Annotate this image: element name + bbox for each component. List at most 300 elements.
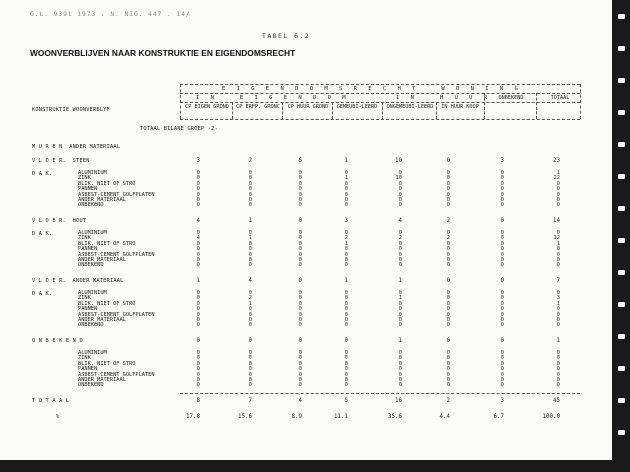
dak-cell: 0 xyxy=(500,246,504,253)
header-group-in-eigendom: I N E I G E N D O M xyxy=(196,95,350,101)
vloer-label: V L O E R. STEEN xyxy=(32,158,90,164)
dak-cell: 0 xyxy=(298,197,302,203)
dak-cell: 2 xyxy=(446,235,450,242)
dak-cell: 0 xyxy=(298,317,302,323)
dak-cell: 0 xyxy=(500,290,504,296)
dak-cell: 0 xyxy=(556,230,560,236)
dak-cell: 0 xyxy=(248,202,252,209)
dak-cell: 0 xyxy=(556,382,560,389)
dak-cell: 0 xyxy=(446,360,450,367)
dak-cell: 0 xyxy=(500,230,504,236)
roof-item-label: PANNEN xyxy=(78,306,98,313)
dak-cell: 0 xyxy=(196,197,200,203)
col-sep-2 xyxy=(282,102,283,119)
vloer-cell: 0 xyxy=(500,218,504,224)
dak-cell: 0 xyxy=(248,170,252,176)
roof-item-label: ONBEKEND xyxy=(78,202,104,209)
dak-cell: 0 xyxy=(196,180,200,187)
vloer-cell: 6 xyxy=(298,158,302,164)
dak-cell: 0 xyxy=(446,290,450,296)
totaal-cell: 8 xyxy=(196,398,200,404)
dak-cell: 0 xyxy=(398,240,402,247)
dak-cell: 0 xyxy=(446,170,450,176)
table-number: TABEL 6.2 xyxy=(262,32,311,40)
vloer-cell: 7 xyxy=(556,278,560,284)
dak-cell: 0 xyxy=(344,230,348,236)
dak-cell: 0 xyxy=(298,371,302,378)
roof-item-label: BLIK, NIET OF STRO xyxy=(78,300,136,307)
vloer-cell: 1 xyxy=(248,218,252,224)
dak-cell: 3 xyxy=(556,295,560,302)
dak-cell: 0 xyxy=(248,191,252,198)
col-sep-3 xyxy=(332,102,333,119)
dak-cell: 0 xyxy=(298,170,302,176)
dak-cell: 0 xyxy=(196,175,200,182)
dak-cell: 0 xyxy=(500,360,504,367)
roof-item-label: PANNEN xyxy=(78,366,98,373)
vloer-label: O N B E K E N D xyxy=(32,338,83,344)
col-cp-huur-grond: CP HUUR GROND xyxy=(287,104,329,110)
dak-cell: 0 xyxy=(446,230,450,236)
vloer-cell: 0 xyxy=(446,278,450,284)
dak-cell: 0 xyxy=(398,377,402,383)
dak-cell: 0 xyxy=(344,366,348,373)
dak-cell: 0 xyxy=(398,366,402,373)
dak-cell: 0 xyxy=(196,382,200,389)
dak-cell: 0 xyxy=(248,377,252,383)
dak-cell: 0 xyxy=(446,251,450,258)
totaal-cell: 16 xyxy=(395,398,402,404)
dak-cell: 0 xyxy=(196,170,200,176)
vloer-cell: 1 xyxy=(556,338,560,344)
dak-cell: 0 xyxy=(446,355,450,362)
col-gemeubileerd: GEMEUBI-LEERD xyxy=(336,104,378,110)
dak-cell: 0 xyxy=(298,355,302,362)
header-rule-top xyxy=(180,84,580,85)
dak-cell: 0 xyxy=(446,382,450,389)
dak-cell: 0 xyxy=(446,191,450,198)
dak-cell: 0 xyxy=(500,262,504,269)
vloer-cell: 0 xyxy=(298,278,302,284)
dak-cell: 0 xyxy=(344,262,348,269)
dak-cell: 0 xyxy=(298,262,302,269)
vloer-cell: 0 xyxy=(500,338,504,344)
header-group-in-huur: I N H U U R xyxy=(396,95,492,101)
roof-item-label: PANNEN xyxy=(78,186,98,193)
roof-item-label: BLIK, NIET OF STRO xyxy=(78,360,136,367)
dak-cell: 0 xyxy=(398,180,402,187)
dak-cell: 0 xyxy=(196,290,200,296)
dak-label: D A K. xyxy=(32,231,53,237)
dak-cell: 0 xyxy=(556,246,560,253)
dak-cell: 0 xyxy=(398,322,402,329)
film-perforation xyxy=(618,238,625,243)
dak-cell: 0 xyxy=(196,230,200,236)
vloer-cell: 0 xyxy=(196,338,200,344)
dak-cell: 0 xyxy=(196,295,200,302)
dak-cell: 0 xyxy=(344,290,348,296)
dak-cell: 0 xyxy=(248,322,252,329)
dak-cell: 0 xyxy=(500,186,504,193)
percent-cell: 11.1 xyxy=(334,414,348,420)
dak-cell: 0 xyxy=(196,350,200,356)
dak-cell: 0 xyxy=(500,377,504,383)
roof-item-label: ANDER MATERIAAL xyxy=(78,317,126,323)
vloer-cell: 4 xyxy=(196,218,200,224)
dak-cell: 0 xyxy=(344,170,348,176)
film-perforation xyxy=(618,110,625,115)
dak-cell: 0 xyxy=(344,306,348,313)
dak-cell: 0 xyxy=(196,306,200,313)
dak-cell: 0 xyxy=(248,175,252,182)
film-perforation xyxy=(618,46,625,51)
percent-cell: 15.6 xyxy=(238,414,252,420)
dak-cell: 0 xyxy=(556,290,560,296)
dak-cell: 0 xyxy=(248,251,252,258)
percent-label: % xyxy=(56,414,60,420)
roof-item-label: PANNEN xyxy=(78,246,98,253)
dak-cell: 0 xyxy=(196,366,200,373)
dak-cell: 0 xyxy=(248,382,252,389)
dak-cell: 0 xyxy=(298,251,302,258)
vloer-cell: 3 xyxy=(344,218,348,224)
totaal-cell: 45 xyxy=(553,398,560,404)
dak-cell: 0 xyxy=(500,257,504,263)
vloer-cell: 0 xyxy=(446,338,450,344)
film-perforation xyxy=(618,14,625,19)
col-sep-6 xyxy=(484,93,485,119)
header-totaal: TOTAAL xyxy=(550,95,570,101)
header-rule-2 xyxy=(180,93,580,94)
dak-cell: 0 xyxy=(298,360,302,367)
vloer-cell: 1 xyxy=(196,278,200,284)
dak-cell: 2 xyxy=(398,235,402,242)
vloer-cell: 3 xyxy=(500,158,504,164)
dak-cell: 0 xyxy=(344,355,348,362)
dak-cell: 0 xyxy=(248,371,252,378)
roof-item-label: ASBEST-CEMENT GOLFPLATEN xyxy=(78,191,155,198)
dak-cell: 0 xyxy=(248,230,252,236)
vloer-cell: 0 xyxy=(298,338,302,344)
dak-cell: 0 xyxy=(446,240,450,247)
document-reference: G.L. 9391 1973 . N. NIG. 447 . 14/ xyxy=(30,11,191,18)
roof-item-label: ONBEKEND xyxy=(78,262,104,269)
film-perforation xyxy=(618,302,625,307)
dak-cell: 0 xyxy=(248,246,252,253)
dak-cell: 0 xyxy=(344,322,348,329)
vloer-cell: 1 xyxy=(344,158,348,164)
dak-cell: 0 xyxy=(344,257,348,263)
dak-cell: 0 xyxy=(398,300,402,307)
dak-cell: 0 xyxy=(500,170,504,176)
vloer-cell: 1 xyxy=(398,338,402,344)
roof-item-label: ZINK xyxy=(78,355,91,362)
percent-cell: 4.4 xyxy=(439,414,450,420)
dak-cell: 0 xyxy=(298,240,302,247)
dak-label: D A K. xyxy=(32,291,53,297)
dak-cell: 0 xyxy=(556,377,560,383)
dak-cell: 0 xyxy=(398,197,402,203)
vloer-cell: 0 xyxy=(248,338,252,344)
totaal-cell: 7 xyxy=(248,398,252,404)
dak-cell: 0 xyxy=(556,257,560,263)
dak-cell: 0 xyxy=(298,377,302,383)
dak-cell: 0 xyxy=(298,366,302,373)
dak-cell: 0 xyxy=(248,355,252,362)
dak-cell: 0 xyxy=(556,306,560,313)
dak-cell: 0 xyxy=(248,186,252,193)
dak-cell: 0 xyxy=(446,371,450,378)
dak-cell: 0 xyxy=(556,350,560,356)
dak-cell: 0 xyxy=(248,262,252,269)
roof-item-label: ONBEKEND xyxy=(78,322,104,329)
dak-cell: 0 xyxy=(446,350,450,356)
dak-cell: 0 xyxy=(248,257,252,263)
dak-cell: 0 xyxy=(248,317,252,323)
dak-cell: 0 xyxy=(398,290,402,296)
dak-cell: 0 xyxy=(196,246,200,253)
dak-cell: 0 xyxy=(446,300,450,307)
row-header: KONSTRUKTIE WOONVERBLYF xyxy=(32,107,110,113)
vloer-cell: 1 xyxy=(344,278,348,284)
dak-cell: 0 xyxy=(196,371,200,378)
header-group-eigendomsrecht: E I G E N D O M S R E C H T W O N I N G xyxy=(222,86,522,92)
dak-cell: 0 xyxy=(344,371,348,378)
dak-cell: 0 xyxy=(196,311,200,318)
dak-cell: 0 xyxy=(248,360,252,367)
vloer-label: V L O E R. HOUT xyxy=(32,218,87,224)
roof-item-label: ANDER MATERIAAL xyxy=(78,377,126,383)
dak-cell: 0 xyxy=(398,170,402,176)
dak-cell: 1 xyxy=(556,300,560,307)
vloer-cell: 0 xyxy=(344,338,348,344)
header-rule-bottom xyxy=(180,119,580,120)
dak-cell: 0 xyxy=(556,355,560,362)
roof-item-label: ZINK xyxy=(78,175,91,182)
dak-cell: 0 xyxy=(556,186,560,193)
dak-cell: 0 xyxy=(398,306,402,313)
roof-item-label: ALUMINIUM xyxy=(78,170,107,176)
roof-item-label: ONBEKEND xyxy=(78,382,104,389)
dak-cell: 2 xyxy=(344,235,348,242)
dak-cell: 0 xyxy=(196,251,200,258)
muren-label: M U R E N ANDER MATERIAAL xyxy=(32,144,121,150)
vloer-cell: 1 xyxy=(398,278,402,284)
dak-cell: 0 xyxy=(344,191,348,198)
film-perforation xyxy=(618,334,625,339)
percent-cell: 17.8 xyxy=(186,414,200,420)
dak-cell: 22 xyxy=(553,175,560,182)
dak-cell: 0 xyxy=(298,186,302,193)
dak-cell: 0 xyxy=(398,186,402,193)
dak-cell: 0 xyxy=(344,197,348,203)
vloer-label: V L O E R. ANDER MATERIAAL xyxy=(32,278,124,284)
dak-cell: 0 xyxy=(500,355,504,362)
roof-item-label: ANDER MATERIAAL xyxy=(78,197,126,203)
vloer-cell: 3 xyxy=(196,158,200,164)
vloer-cell: 23 xyxy=(553,158,560,164)
dak-cell: 0 xyxy=(398,317,402,323)
dak-cell: 0 xyxy=(344,186,348,193)
dak-cell: 0 xyxy=(298,322,302,329)
dak-cell: 0 xyxy=(446,246,450,253)
dak-cell: 0 xyxy=(196,186,200,193)
dak-cell: 0 xyxy=(248,350,252,356)
col-sep-4 xyxy=(382,102,383,119)
dak-cell: 0 xyxy=(298,180,302,187)
dak-cell: 1 xyxy=(556,170,560,176)
dak-cell: 0 xyxy=(500,197,504,203)
dak-cell: 0 xyxy=(398,311,402,318)
vloer-cell: 0 xyxy=(500,278,504,284)
dak-cell: 0 xyxy=(298,202,302,209)
dak-cell: 0 xyxy=(298,382,302,389)
dak-cell: 0 xyxy=(248,306,252,313)
percent-cell: 35.6 xyxy=(388,414,402,420)
header-onbekend: ONBEKEND xyxy=(498,95,524,101)
dak-cell: 0 xyxy=(446,197,450,203)
roof-item-label: ZINK xyxy=(78,235,91,242)
dak-cell: 0 xyxy=(446,186,450,193)
dak-cell: 0 xyxy=(398,355,402,362)
dak-cell: 0 xyxy=(500,180,504,187)
dak-cell: 0 xyxy=(500,251,504,258)
dak-cell: 0 xyxy=(500,317,504,323)
dak-cell: 0 xyxy=(500,382,504,389)
film-perforation xyxy=(618,78,625,83)
dak-cell: 0 xyxy=(398,246,402,253)
col-sep-7 xyxy=(536,93,537,119)
dak-cell: 1 xyxy=(344,175,348,182)
totaal-label: T O T A A L xyxy=(32,398,70,404)
dak-cell: 0 xyxy=(500,300,504,307)
dak-cell: 0 xyxy=(398,191,402,198)
dak-cell: 0 xyxy=(500,350,504,356)
vloer-cell: 14 xyxy=(553,218,560,224)
dak-cell: 0 xyxy=(196,202,200,209)
dak-cell: 1 xyxy=(344,240,348,247)
dak-cell: 0 xyxy=(556,360,560,367)
dak-cell: 0 xyxy=(500,235,504,242)
dak-cell: 0 xyxy=(344,317,348,323)
dak-cell: 0 xyxy=(196,300,200,307)
dak-cell: 0 xyxy=(344,202,348,209)
roof-item-label: BLIK, NIET OF STRO xyxy=(78,180,136,187)
dak-cell: 0 xyxy=(398,202,402,209)
col-in-huur-koop: IN HUUR KOOP xyxy=(441,104,479,110)
dak-cell: 0 xyxy=(398,360,402,367)
film-perforation xyxy=(618,430,625,435)
roof-item-label: ALUMINIUM xyxy=(78,350,107,356)
percent-cell: 8.9 xyxy=(291,414,302,420)
dak-cell: 0 xyxy=(298,175,302,182)
roof-item-label: ANDER MATERIAAL xyxy=(78,257,126,263)
film-perforation xyxy=(618,270,625,275)
dak-cell: 0 xyxy=(446,295,450,302)
dak-cell: 0 xyxy=(298,230,302,236)
dak-cell: 12 xyxy=(553,235,560,242)
col-cp-eigen-grond: CP EIGEN GROND xyxy=(185,104,229,110)
dak-cell: 0 xyxy=(398,371,402,378)
dak-cell: 0 xyxy=(248,197,252,203)
totaal-cell: 2 xyxy=(446,398,450,404)
dak-cell: 0 xyxy=(196,262,200,269)
roof-item-label: ASBEST-CEMENT GOLFPLATEN xyxy=(78,251,155,258)
dak-cell: 1 xyxy=(248,300,252,307)
dak-cell: 0 xyxy=(344,295,348,302)
dak-cell: 0 xyxy=(398,262,402,269)
totaal-cell: 3 xyxy=(500,398,504,404)
dak-cell: 0 xyxy=(298,295,302,302)
dak-cell: 0 xyxy=(344,360,348,367)
dak-cell: 0 xyxy=(398,230,402,236)
dak-cell: 0 xyxy=(446,366,450,373)
vloer-cell: 0 xyxy=(298,218,302,224)
dak-cell: 0 xyxy=(298,300,302,307)
film-perforation xyxy=(618,398,625,403)
dak-cell: 0 xyxy=(248,290,252,296)
dak-cell: 0 xyxy=(196,360,200,367)
dak-cell: 0 xyxy=(196,322,200,329)
col-sep-0 xyxy=(180,84,181,119)
roof-item-label: ASBEST-CEMENT GOLFPLATEN xyxy=(78,371,155,378)
dak-cell: 0 xyxy=(556,251,560,258)
dak-cell: 0 xyxy=(446,202,450,209)
dak-cell: 1 xyxy=(398,295,402,302)
film-perforation xyxy=(618,206,625,211)
dak-cell: 0 xyxy=(500,322,504,329)
dak-cell: 0 xyxy=(446,377,450,383)
film-perforation xyxy=(618,366,625,371)
dak-cell: 0 xyxy=(500,306,504,313)
dak-cell: 0 xyxy=(556,317,560,323)
vloer-cell: 2 xyxy=(248,158,252,164)
dak-cell: 0 xyxy=(446,317,450,323)
dak-cell: 0 xyxy=(556,197,560,203)
dak-cell: 0 xyxy=(344,377,348,383)
dak-cell: 0 xyxy=(196,377,200,383)
dak-cell: 0 xyxy=(556,180,560,187)
film-perforation xyxy=(618,174,625,179)
dak-cell: 0 xyxy=(248,180,252,187)
percent-cell: 6.7 xyxy=(493,414,504,420)
dak-cell: 0 xyxy=(196,355,200,362)
dak-cell: 0 xyxy=(344,382,348,389)
dak-cell: 0 xyxy=(196,191,200,198)
dak-cell: 0 xyxy=(556,202,560,209)
dak-cell: 0 xyxy=(298,311,302,318)
dak-cell: 0 xyxy=(446,262,450,269)
percent-cell: 100.0 xyxy=(542,414,560,420)
dak-cell: 0 xyxy=(344,311,348,318)
roof-item-label: ASBEST-CEMENT GOLFPLATEN xyxy=(78,311,155,318)
dak-cell: 2 xyxy=(248,295,252,302)
dak-cell: 0 xyxy=(344,180,348,187)
dak-cell: 0 xyxy=(500,191,504,198)
dak-cell: 0 xyxy=(298,246,302,253)
vloer-cell: 0 xyxy=(446,158,450,164)
dak-cell: 0 xyxy=(500,371,504,378)
dak-cell: 0 xyxy=(298,191,302,198)
dak-cell: 0 xyxy=(344,350,348,356)
dak-cell: 0 xyxy=(500,366,504,373)
dak-cell: 0 xyxy=(344,251,348,258)
dak-label: D A K. xyxy=(32,171,53,177)
dak-cell: 0 xyxy=(446,322,450,329)
col-ongemeubileerd: ONGEMEUBI-LEERD xyxy=(386,104,434,110)
totaal-cell: 5 xyxy=(344,398,348,404)
dak-cell: 0 xyxy=(398,350,402,356)
